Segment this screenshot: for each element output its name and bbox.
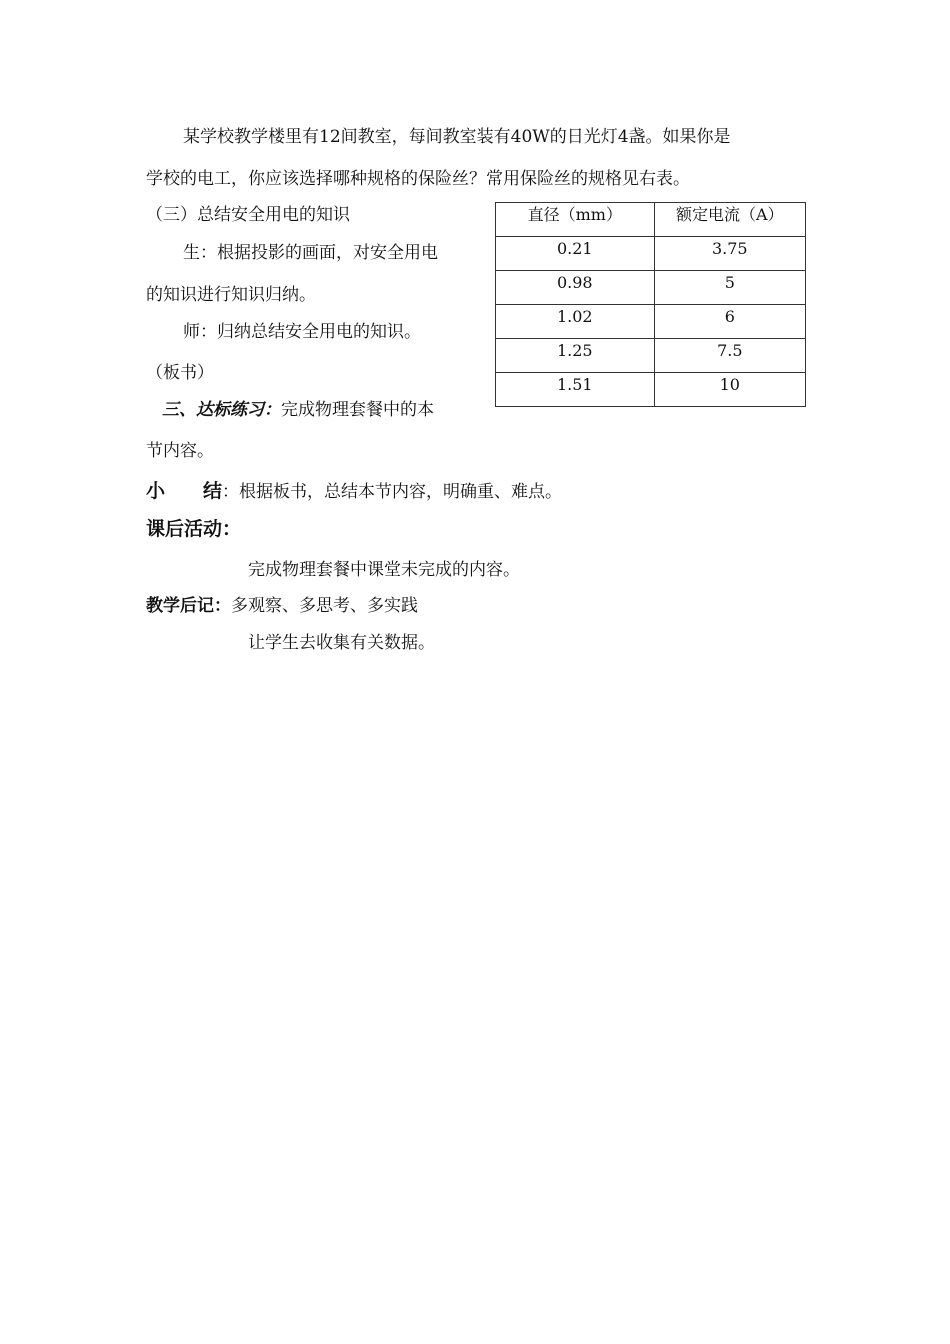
header-diameter: 直径（mm） [496, 203, 655, 237]
summary-label: 小 结 [146, 480, 223, 502]
student-line1: 生：根据投影的画面，对安全用电 [183, 243, 438, 263]
student-line2: 的知识进行知识归纳。 [146, 285, 316, 305]
summary-line [146, 480, 562, 503]
cell-diameter: 0.98 [496, 271, 655, 305]
table-row [496, 271, 806, 305]
para1-line2: 学校的电工，你应该选择哪种规格的保险丝？常用保险丝的规格见右表。 [146, 169, 690, 189]
practice-label: 三、达标练习： [162, 400, 281, 420]
notes-label: 教学后记： [146, 596, 231, 616]
cell-current: 6 [654, 305, 805, 339]
cell-diameter: 1.25 [496, 339, 655, 373]
practice-text1: 完成物理套餐中的本 [281, 400, 434, 420]
after-class-text: 完成物理套餐中课堂未完成的内容。 [248, 560, 520, 580]
table-row [496, 373, 806, 407]
cell-current: 10 [654, 373, 805, 407]
cell-diameter: 1.02 [496, 305, 655, 339]
notes-line1 [146, 595, 418, 617]
cell-current: 5 [654, 271, 805, 305]
cell-current: 3.75 [654, 237, 805, 271]
table-row [496, 339, 806, 373]
section3-title: （三）总结安全用电的知识 [146, 205, 350, 225]
practice-line2: 节内容。 [146, 441, 214, 461]
table-row [496, 237, 806, 271]
header-rated-current: 额定电流（A） [654, 203, 805, 237]
cell-current: 7.5 [654, 339, 805, 373]
cell-diameter: 1.51 [496, 373, 655, 407]
cell-diameter: 0.21 [496, 237, 655, 271]
teacher-line: 师：归纳总结安全用电的知识。 [183, 322, 421, 342]
fuse-spec-table [495, 202, 806, 407]
table-row [496, 305, 806, 339]
table-header-row [496, 203, 806, 237]
summary-text: ：根据板书，总结本节内容，明确重、难点。 [222, 482, 563, 502]
notes-text1: 多观察、多思考、多实践 [231, 596, 418, 616]
notes-line2: 让学生去收集有关数据。 [248, 633, 435, 653]
after-class-title: 课后活动： [146, 518, 242, 540]
para1-line1: 某学校教学楼里有12间教室，每间教室装有40W的日光灯4盏。如果你是 [183, 127, 731, 147]
practice-line1 [162, 399, 434, 421]
board-note: （板书） [146, 363, 214, 383]
